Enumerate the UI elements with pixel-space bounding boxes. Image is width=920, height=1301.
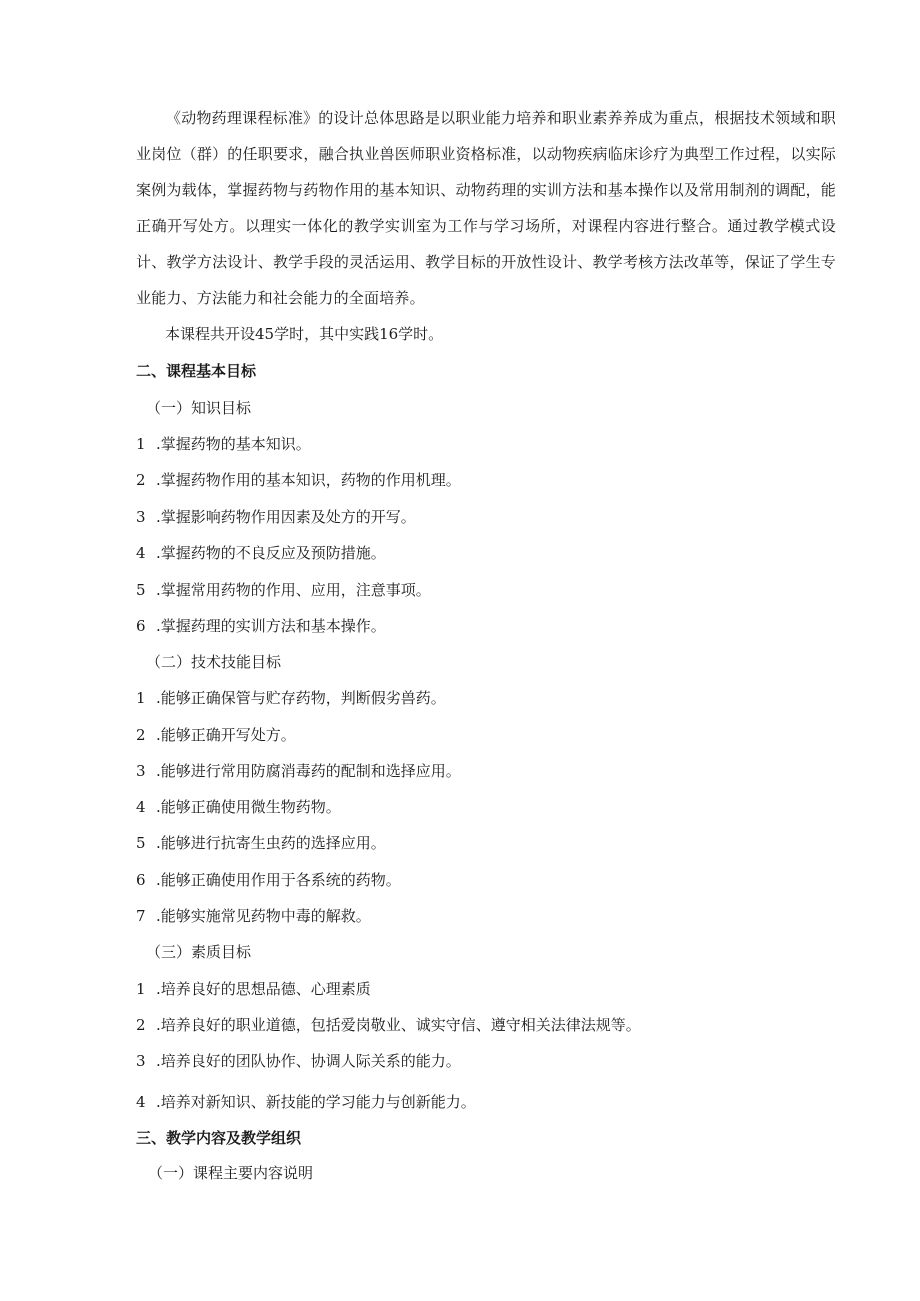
list-item: 6 .掌握药理的实训方法和基本操作。 bbox=[136, 617, 386, 635]
intro-paragraph: 《动物药理课程标准》的设计总体思路是以职业能力培养和职业素养养成为重点，根据技术领域和职业岗位（群）的任职要求，融合执业兽医师职业资格标准，以动物疾病临床诊疗为典型工作过程，以实际案例为载体，掌握药物与药物作用的基本知识、动物药理的实训方法和基本操作以及常用制剂的调配，能正确开写处方。以理实一体化的教学实训室为工作与学习场所，对课程内容进行整合。通过教学模式设计、教学方法设计、教学手段的灵活运用、教学目标的开放性设计、教学考核方法改革等，保证了学生专业能力、方法能力和社会能力的全面培养。 bbox=[136, 109, 836, 307]
list-item: 2 .培养良好的职业道德，包括爱岗敬业、诚实守信、遵守相关法律法规等。 bbox=[136, 1016, 641, 1034]
list-item: 2 .掌握药物作用的基本知识，药物的作用机理。 bbox=[136, 471, 461, 489]
knowledge-goals-heading: （一）知识目标 bbox=[146, 399, 252, 417]
quality-goals-heading: （三）素质目标 bbox=[146, 943, 252, 961]
list-item: 2 .能够正确开写处方。 bbox=[136, 726, 296, 744]
list-item: 3 .掌握影响药物作用因素及处方的开写。 bbox=[136, 508, 416, 526]
skill-goals-heading: （二）技术技能目标 bbox=[146, 653, 282, 671]
list-item: 3 .培养良好的团队协作、协调人际关系的能力。 bbox=[136, 1052, 461, 1070]
section-2-heading: 二、课程基本目标 bbox=[136, 362, 257, 380]
list-item: 4 .培养对新知识、新技能的学习能力与创新能力。 bbox=[136, 1093, 476, 1111]
list-item: 5 .能够进行抗寄生虫药的选择应用。 bbox=[136, 834, 386, 852]
list-item: 7 .能够实施常见药物中毒的解救。 bbox=[136, 907, 371, 925]
course-hours-text: 本课程共开设45学时，其中实践16学时。 bbox=[165, 325, 444, 343]
list-item: 1 .培养良好的思想品德、心理素质 bbox=[136, 980, 371, 998]
list-item: 4 .能够正确使用微生物药物。 bbox=[136, 798, 341, 816]
list-item: 5 .掌握常用药物的作用、应用，注意事项。 bbox=[136, 581, 431, 599]
list-item: 3 .能够进行常用防腐消毒药的配制和选择应用。 bbox=[136, 762, 461, 780]
list-item: 1 .能够正确保管与贮存药物，判断假劣兽药。 bbox=[136, 689, 446, 707]
list-item: 6 .能够正确使用作用于各系统的药物。 bbox=[136, 871, 401, 889]
section-3-heading: 三、教学内容及教学组织 bbox=[136, 1129, 302, 1147]
list-item: 4 .掌握药物的不良反应及预防措施。 bbox=[136, 544, 386, 562]
course-content-heading: （一）课程主要内容说明 bbox=[148, 1164, 314, 1182]
list-item: 1 .掌握药物的基本知识。 bbox=[136, 435, 311, 453]
